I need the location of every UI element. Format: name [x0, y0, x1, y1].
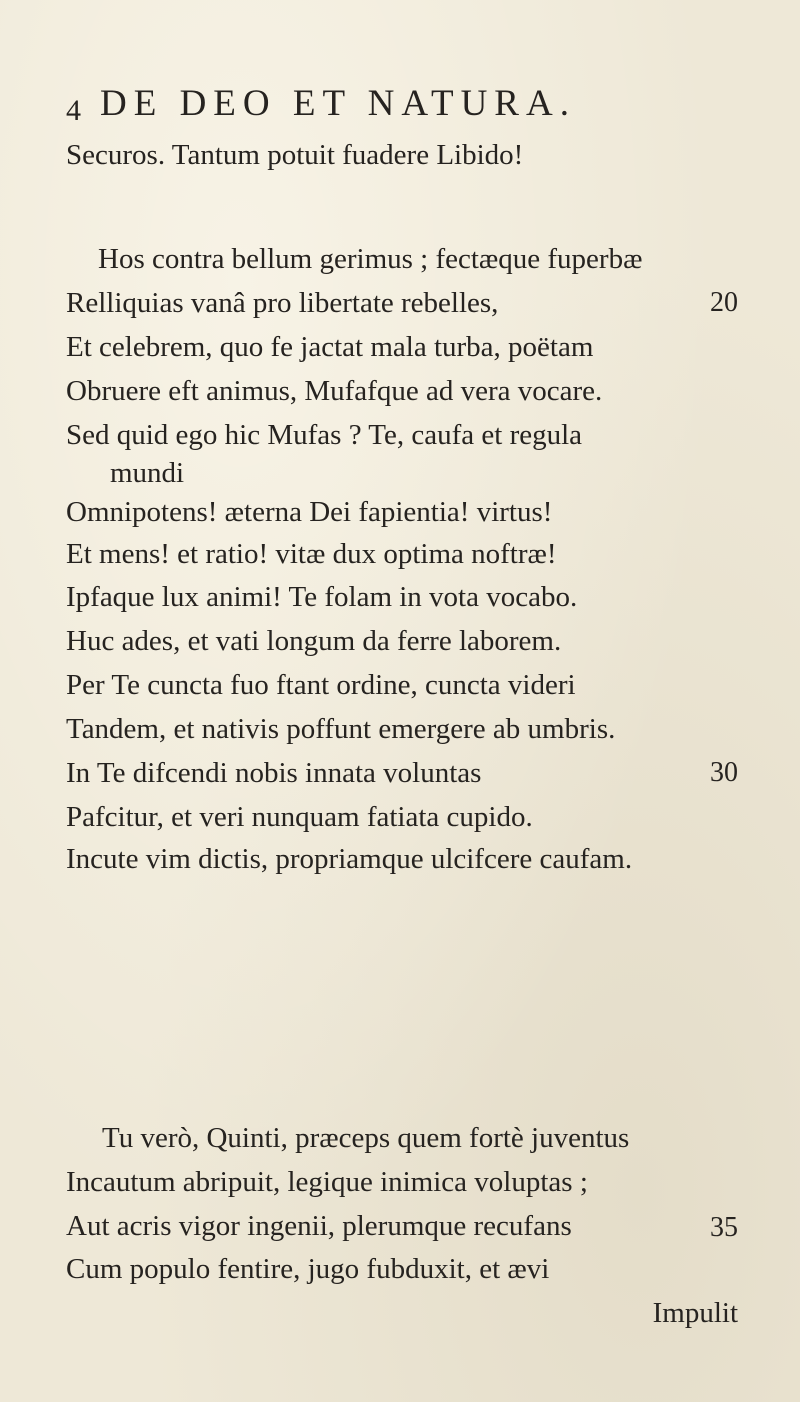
line-number: 35	[710, 1212, 738, 1243]
verse-line: In Te difcendi nobis innata voluntas	[66, 757, 482, 789]
verse-line: Tu verò, Quinti, præceps quem fortè juventus	[102, 1122, 630, 1154]
verse-line: Et celebrem, quo fe jactat mala turba, poëtam	[66, 331, 594, 363]
verse-line: Relliquias vanâ pro libertate rebelles,	[66, 287, 499, 319]
verse-line: Aut acris vigor ingenii, plerumque recufans	[66, 1210, 572, 1242]
verse-line: Incautum abripuit, legique inimica voluptas ;	[66, 1166, 588, 1198]
verse-line: Sed quid ego hic Mufas ? Te, caufa et regula	[66, 419, 583, 451]
page-number: 4	[66, 94, 81, 127]
page-header	[66, 82, 686, 128]
verse-line: Securos. Tantum potuit fuadere Libido!	[66, 139, 524, 171]
running-head: DE DEO ET NATURA.	[100, 83, 576, 124]
verse-line: Huc ades, et vati longum da ferre laborem.	[66, 625, 562, 657]
verse-line: Per Te cuncta fuo ftant ordine, cuncta videri	[66, 669, 576, 701]
verse-line: Incute vim dictis, propriamque ulcifcere caufam.	[66, 843, 633, 875]
verse-line: Et mens! et ratio! vitæ dux optima noftræ!	[66, 538, 557, 570]
verse-line: Hos contra bellum gerimus ; fectæque fuperbæ	[98, 243, 643, 275]
verse-line: Tandem, et nativis poffunt emergere ab umbris.	[66, 713, 616, 745]
line-number: 30	[710, 757, 738, 788]
verse-line: Ipfaque lux animi! Te folam in vota vocabo.	[66, 581, 578, 613]
verse-line: Pafcitur, et veri nunquam fatiata cupido.	[66, 801, 533, 833]
verse-line-continuation: mundi	[110, 457, 185, 489]
verse-line: Omnipotens! æterna Dei fapientia! virtus!	[66, 496, 553, 528]
catchword: Impulit	[652, 1297, 738, 1329]
verse-line: Obruere eft animus, Mufafque ad vera vocare.	[66, 375, 603, 407]
verse-line: Cum populo fentire, jugo fubduxit, et ævi	[66, 1253, 550, 1285]
line-number: 20	[710, 287, 738, 318]
